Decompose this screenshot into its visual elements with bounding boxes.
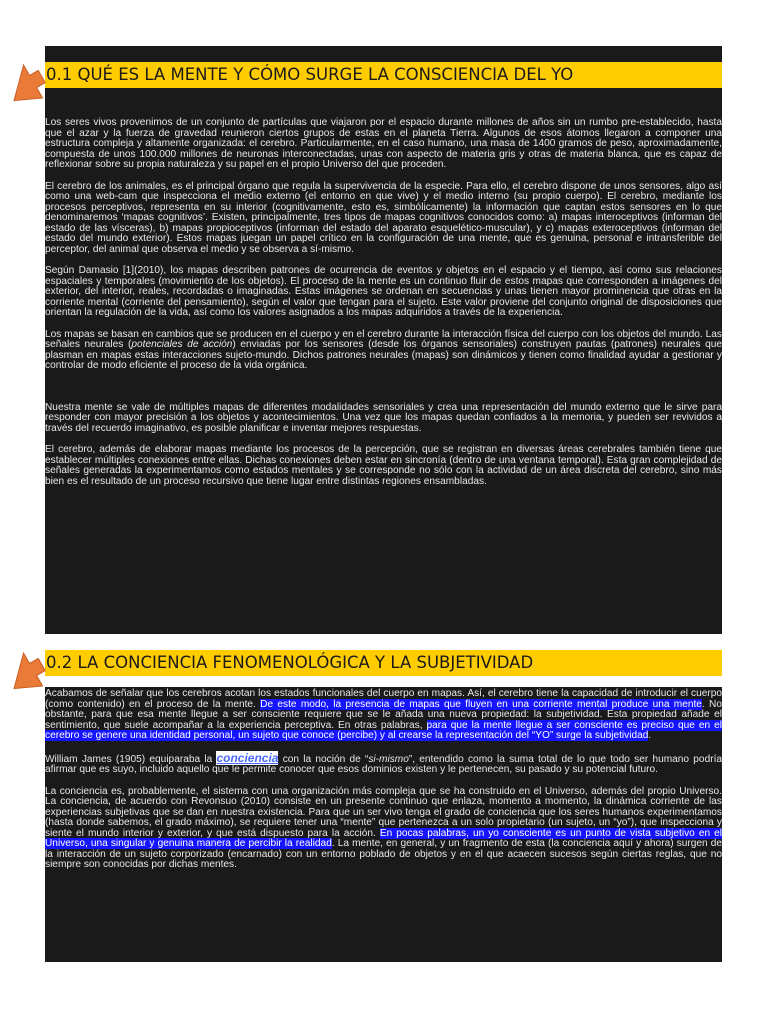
emphasis: potenciales de acción bbox=[131, 339, 233, 350]
paragraph bbox=[45, 689, 722, 742]
section-2-text bbox=[45, 689, 722, 871]
paragraph-text: . La mente, en general, y un fragmento de esta (la conciencia aquí y ahora) surgen de la interacción de un sujeto corporizado (encarnado) con un entorno poblado de objetos y en el que acaecen sucesos según ciertas reglas, que no siempre son conocidas por dichas mentes. bbox=[45, 838, 722, 870]
section-2-heading bbox=[45, 650, 722, 676]
section-1-text bbox=[45, 118, 722, 487]
highlighted-text: para que la mente llegue a ser consciente es preciso que en el cerebro se genere una identidad personal, un sujeto que conoce (percibe) y al crearse la representación del “YO” surge la subjetividad bbox=[45, 719, 722, 741]
section-1-heading bbox=[45, 62, 722, 88]
paragraph-text: ) enviadas por los sensores (desde los órganos sensoriales) construyen pautas (patrones) neurales que plasman en mapas estas interacciones sujeto-mundo. Dichos patrones neurales (mapas) son dinámicos y tienen como finalidad ayudar a gestionar y controlar de modo eficiente el proceso de la vida orgánica. bbox=[45, 339, 722, 371]
paragraph bbox=[45, 330, 722, 372]
emphasis: si-mismo bbox=[368, 753, 409, 765]
highlighted-text: En pocas palabras, un yo consciente es un punto de vista subjetivo en el Universo, una singular y genuina manera de percibir la realidad bbox=[45, 827, 722, 849]
paragraph: Según Damasio [1](2010), los mapas describen patrones de ocurrencia de eventos y objetos en el espacio y el tiempo, así como sus relaciones espaciales y temporales (movimiento de los objetos). El proceso de la mente es un continuo fluir de estos mapas que corresponden a imágenes del exterior, del interior, reales, recordadas o imaginadas. Estas imágenes se ordenan en secuencias y unas tienen mayor prominencia que otras en la corriente mental (corriente del pensamiento), según el valor que tengan para el sujeto. Este valor proviene del conjunto original de disposiciones que orientan la regulación de la vida, así como los valores asignados a los mapas adquiridos a través de la experiencia. bbox=[45, 265, 722, 318]
paragraph-text: con la noción de “ bbox=[278, 753, 369, 765]
highlighted-text: De este modo, la presencia de mapas que fluyen en una corriente mental produce una mente bbox=[260, 698, 702, 710]
paragraph: El cerebro de los animales, es el principal órgano que regula la supervivencia de la especie. Para ello, el cerebro dispone de unos sensores, algo así como una web-cam que inspecciona el medio externo (el entorno en que vive) y el medio interno (su propio cuerpo). El cerebro, mediante los procesos perceptivos, representa en su interior (cognitivamente, esto es, simbólicamente) la información que captan estos sensores en lo que denominaremos ‘mapas cognitivos’. Existen, principalmente, tres tipos de mapas cognitivos conocidos como: a) mapas interoceptivos (informan del estado de las vísceras), b) mapas propioceptivos (informan del estado del aparato esquelético-muscular), y c) mapas exteroceptivos (informan del estado del mundo exterior). Estos mapas juegan un papel crítico en la configuración de una mente, que es genuina, personal e intransferible del perceptor, del animal que observa el medio y se observa a sí-mismo. bbox=[45, 180, 722, 255]
paragraph: Nuestra mente se vale de múltiples mapas de diferentes modalidades sensoriales y crea una representación del mundo externo que le sirve para responder con mayor precisión a los objetos y acontecimientos. Una vez que los mapas quedan confiados a la memoria, y pueden ser revividos a través del recuerdo imaginativo, es posible planificar e inventar mejores respuestas. bbox=[45, 401, 722, 434]
paragraph-text: Los mapas se basan en cambios que se producen en el cuerpo y en el cerebro durante la interacción física del cuerpo con los objetos del mundo. Las señales neurales ( bbox=[45, 328, 722, 350]
section-1-title: 0.1 QUÉ ES LA MENTE Y CÓMO SURGE LA CONSCIENCIA DEL YO bbox=[46, 65, 574, 84]
paragraph bbox=[45, 787, 722, 871]
paragraph bbox=[45, 750, 723, 776]
arrow-icon bbox=[6, 652, 48, 694]
paragraph: El cerebro, además de elaborar mapas mediante los procesos de la percepción, que se registran en diversas áreas cerebrales también tiene que establecer múltiples conexiones entre ellas. Dichas conexiones deben estar en sincronía (dentro de una ventana temporal). Esta gran complejidad de señales generadas la experimentamos como estados mentales y se corresponde no sólo con la actividad de un área discreta del cerebro, sino más bien es el resultado de un proceso recursivo que tiene lugar entre distintas regiones ensambladas. bbox=[45, 444, 722, 487]
paragraph-text: ”, entendido como la suma total de lo que todo ser humano podría afirmar que es suyo, incluido aquello que le permite conocer que esos dominios existen y le pertenecen, su pasado y su potencial futuro. bbox=[45, 753, 723, 775]
paragraph-text: . bbox=[648, 730, 652, 741]
paragraph-text: William James (1905) equiparaba la bbox=[45, 753, 217, 765]
section-2-title: 0.2 LA CONCIENCIA FENOMENOLÓGICA Y LA SUBJETIVIDAD bbox=[46, 653, 534, 672]
paragraph-text: Acabamos de señalar que los cerebros acotan los estados funcionales del cuerpo en mapas. Así, el cerebro tiene la capacidad de introducir el cuerpo (como contenido) en el proceso de la mente. bbox=[45, 688, 722, 710]
paragraph: Los seres vivos provenimos de un conjunto de partículas que viajaron por el espacio durante millones de años sin un rumbo pre-establecido, hasta que el azar y la fuerza de gravedad reunieron ciertos grupos de estas en el planeta Tierra. Algunos de esos átomos llegaron a componer una estructura compleja y altamente organizada: el cerebro. Particularmente, en el caso humano, una masa de 1400 gramos de peso, aproximadamente, compuesta de unos 100.000 millones de neuronas interconectadas, unas con aspecto de materia gris y otras de materia blanca, que es capaz de reflexionar sobre su propia naturaleza y su papel en el propio Universo del que proceden. bbox=[45, 117, 722, 170]
paragraph-text: La conciencia es, probablemente, el sistema con una organización más compleja que se ha construido en el Universo, además del propio Universo. La conciencia, de acuerdo con Revonsuo (2010) consiste en un presente continuo que enlaza, momento a momento, la dinámica corriente de las experiencias subjetivas que se dan en nuestra existencia. Para que un ser vivo tenga el grado de conciencia que los seres humanos experimentamos (hasta donde sabemos, el grado máximo), se requiere tener una “mente” que pertenezca a un solo propietario (un sujeto, un “yo”), que inspecciona y siente el mundo interior y exterior, y que está dispuesto para la acción. bbox=[45, 785, 722, 839]
paragraph-text: . No obstante, para que esa mente llegue a ser consciente requiere que se le añada una nueva propiedad: la subjetividad. Esta propiedad añade el sentimiento, que suele acompañar a la experiencia perceptiva. En otras palabras, bbox=[45, 698, 722, 731]
conciencia-link[interactable]: conciencia bbox=[216, 750, 279, 765]
arrow-icon bbox=[6, 64, 48, 106]
